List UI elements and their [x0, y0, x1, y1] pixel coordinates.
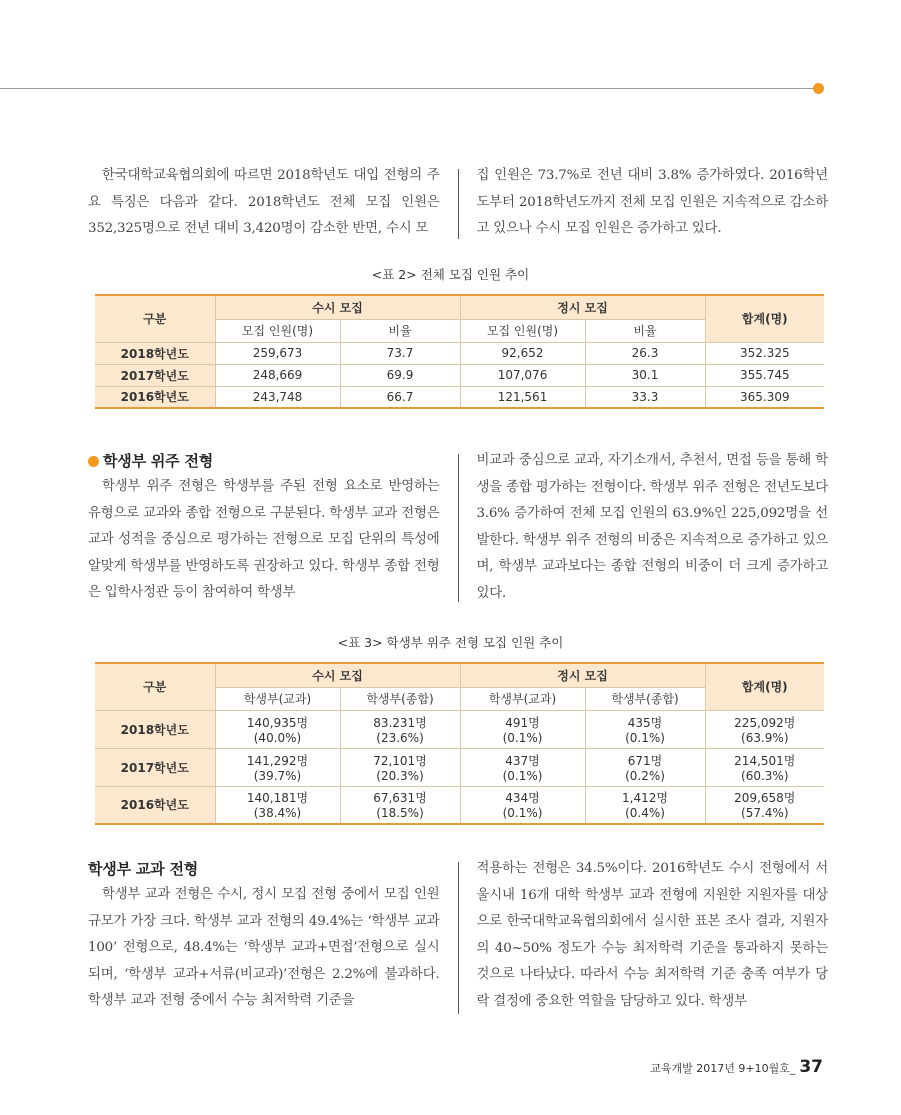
- table2-header-gubun: 구분: [95, 295, 215, 342]
- row-year: 2016학년도: [95, 786, 215, 824]
- cell-count: 437명: [505, 753, 540, 768]
- cell-count: 83.231명: [373, 715, 427, 730]
- intro-columns: [88, 163, 828, 243]
- cell-count: 435명: [627, 715, 663, 730]
- table-row: [95, 364, 824, 386]
- table-cell: 73.7: [340, 342, 460, 364]
- row-year: 2017학년도: [95, 364, 215, 386]
- cell-percent: (20.3%): [376, 768, 424, 783]
- table-cell: [340, 748, 460, 786]
- cell-percent: (0.1%): [502, 730, 543, 745]
- table-cell: 365.309: [705, 386, 824, 408]
- table-cell: 259,673: [215, 342, 340, 364]
- table-cell: 352.325: [705, 342, 824, 364]
- table3-header-jeongsi: 정시 모집: [460, 663, 705, 687]
- section2-left-column: [88, 856, 458, 1015]
- table-row: [95, 710, 824, 748]
- intro-right-text: 집 인원은 73.7%로 전년 대비 3.8% 증가하였다. 2016학년도부터 2018학년도까지 전체 모집 인원은 지속적으로 감소하고 있으나 수시 모집 인원은 증가하고 있다.: [476, 168, 828, 236]
- table-cell: [215, 748, 340, 786]
- table-row: [95, 386, 824, 408]
- table-cell: [585, 786, 705, 824]
- table-cell: 69.9: [340, 364, 460, 386]
- cell-percent: (57.4%): [741, 806, 789, 821]
- cell-count: 225,092명: [734, 715, 796, 730]
- table3: [95, 662, 824, 825]
- section2-left-text: 학생부 교과 전형은 수시, 정시 모집 전형 중에서 모집 인원 규모가 가장 크다. 학생부 교과 전형의 49.4%는 ‘학생부 교과 100’ 전형으로, 48.4%는 ‘학생부 교과+면접’전형으로 실시되며, ‘학생부 교과+서류(비교과)’전형은 2.2%에 불과하다. 학생부 교과 전형 중에서 수능 최저학력 기준을: [88, 887, 440, 1008]
- table-cell: 107,076: [460, 364, 585, 386]
- section1-right-text: 비교과 중심으로 교과, 자기소개서, 추천서, 면접 등을 통해 학생을 종합 평가하는 전형이다. 학생부 위주 전형은 전년도보다 3.6% 증가하여 전체 모집 인원의 63.9%인 225,092명을 선발한다. 학생부 위주 전형의 비중은 지속적으로 증가하고 있으며, 학생부 교과보다는 종합 전형의 비중이 더 크게 증가하고 있다.: [476, 453, 828, 601]
- table-cell: [705, 748, 824, 786]
- table2-header-susi: 수시 모집: [215, 295, 460, 319]
- table3-caption: <표 3> 학생부 위주 전형 모집 인원 추이: [337, 635, 564, 650]
- section2-columns: [88, 856, 828, 1015]
- cell-percent: (0.1%): [625, 730, 665, 745]
- page-number: 37: [799, 1057, 823, 1077]
- table3-header-gubun: 구분: [95, 663, 215, 710]
- table-row: [95, 342, 824, 364]
- cell-count: 671명: [627, 753, 663, 768]
- cell-percent: (38.4%): [253, 806, 302, 821]
- table-cell: [705, 710, 824, 748]
- table-cell: 121,561: [460, 386, 585, 408]
- table3-header-total: 합계(명): [705, 663, 824, 710]
- cell-percent: (40.0%): [253, 730, 302, 745]
- cell-count: 1,412명: [622, 791, 668, 806]
- table-cell: 248,669: [215, 364, 340, 386]
- table3-header-susi: 수시 모집: [215, 663, 460, 687]
- table2-subheader: 비율: [585, 319, 705, 342]
- table-row: [95, 748, 824, 786]
- table2-caption: <표 2> 전체 모집 인원 추이: [371, 267, 530, 282]
- table-cell: 66.7: [340, 386, 460, 408]
- intro-right-column: [458, 163, 828, 243]
- table-cell: 355.745: [705, 364, 824, 386]
- table-cell: [585, 710, 705, 748]
- cell-count: 214,501명: [734, 753, 796, 768]
- section1-heading: [88, 448, 440, 474]
- cell-count: 491명: [505, 715, 540, 730]
- cell-percent: (63.9%): [741, 730, 789, 745]
- cell-count: 140,181명: [246, 791, 309, 806]
- section1-heading-text: 학생부 위주 전형: [103, 452, 214, 470]
- cell-count: 434명: [505, 791, 540, 806]
- cell-percent: (23.6%): [376, 730, 424, 745]
- cell-count: 141,292명: [246, 753, 309, 768]
- table-cell: [215, 786, 340, 824]
- table2: [95, 294, 824, 409]
- table-cell: [705, 786, 824, 824]
- intro-left-text: 한국대학교육협의회에 따르면 2018학년도 대입 전형의 주요 특징은 다음과 같다. 2018학년도 전체 모집 인원은 352,325명으로 전년 대비 3,420명이 감소한 반면, 수시 모: [88, 168, 440, 236]
- cell-percent: (0.2%): [625, 768, 665, 783]
- row-year: 2018학년도: [95, 710, 215, 748]
- section2-heading: 학생부 교과 전형: [88, 860, 199, 878]
- cell-percent: (0.4%): [625, 806, 665, 821]
- table-cell: 243,748: [215, 386, 340, 408]
- cell-count: 72,101명: [373, 753, 427, 768]
- table3-subheader: 학생부(종합): [340, 687, 460, 710]
- intro-left-column: [88, 163, 458, 243]
- section1-columns: [88, 448, 828, 607]
- table-cell: [340, 786, 460, 824]
- section1-left-text: 학생부 위주 전형은 학생부를 주된 전형 요소로 반영하는 유형으로 교과와 종합 전형으로 구분된다. 학생부 교과 전형은 교과 성적을 중심으로 평가하는 전형으로 모집 단위의 특성에 알맞게 학생부를 반영하도록 권장하고 있다. 학생부 종합 전형은 입학사정관 등이 참여하여 학생부: [88, 479, 440, 600]
- cell-count: 67,631명: [373, 791, 427, 806]
- table2-header-jeongsi: 정시 모집: [460, 295, 705, 319]
- cell-count: 209,658명: [734, 791, 796, 806]
- orange-bullet-icon: [88, 456, 99, 467]
- orange-dot-icon: [813, 83, 824, 94]
- issue-label: 교육개발 2017년 9+10월호_: [650, 1062, 796, 1075]
- table-cell: 26.3: [585, 342, 705, 364]
- row-year: 2017학년도: [95, 748, 215, 786]
- table-cell: [340, 710, 460, 748]
- table2-header-total: 합계(명): [705, 295, 824, 342]
- top-rule: [0, 88, 816, 89]
- table3-subheader: 학생부(종합): [585, 687, 705, 710]
- table-cell: [460, 748, 585, 786]
- row-year: 2018학년도: [95, 342, 215, 364]
- table-cell: [215, 710, 340, 748]
- table2-subheader: 비율: [340, 319, 460, 342]
- table2-subheader: 모집 인원(명): [215, 319, 340, 342]
- cell-percent: (60.3%): [741, 768, 789, 783]
- section1-left-column: [88, 448, 458, 607]
- section2-right-column: [458, 856, 828, 1015]
- table3-subheader: 학생부(교과): [215, 687, 340, 710]
- table-cell: 30.1: [585, 364, 705, 386]
- table3-subheader: 학생부(교과): [460, 687, 585, 710]
- page-footer: [650, 1057, 823, 1077]
- table2-subheader: 모집 인원(명): [460, 319, 585, 342]
- table-cell: 92,652: [460, 342, 585, 364]
- cell-count: 140,935명: [246, 715, 309, 730]
- row-year: 2016학년도: [95, 386, 215, 408]
- table-cell: [585, 748, 705, 786]
- cell-percent: (18.5%): [376, 806, 424, 821]
- cell-percent: (0.1%): [502, 806, 543, 821]
- section2-right-text: 적용하는 전형은 34.5%이다. 2016학년도 수시 전형에서 서울시내 16개 대학 학생부 교과 전형에 지원한 지원자를 대상으로 한국대학교육협의회에서 실시한 표본 조사 결과, 지원자의 40~50% 정도가 수능 최저학력 기준을 통과하지 못하는 것으로 나타났다. 따라서 수능 최저학력 기준 충족 여부가 당락 결정에 중요한 역할을 담당하고 있다. 학생부: [476, 861, 828, 1009]
- cell-percent: (39.7%): [253, 768, 302, 783]
- table-cell: [460, 710, 585, 748]
- table-cell: 33.3: [585, 386, 705, 408]
- table-cell: [460, 786, 585, 824]
- table-row: [95, 786, 824, 824]
- section1-right-column: [458, 448, 828, 607]
- cell-percent: (0.1%): [502, 768, 543, 783]
